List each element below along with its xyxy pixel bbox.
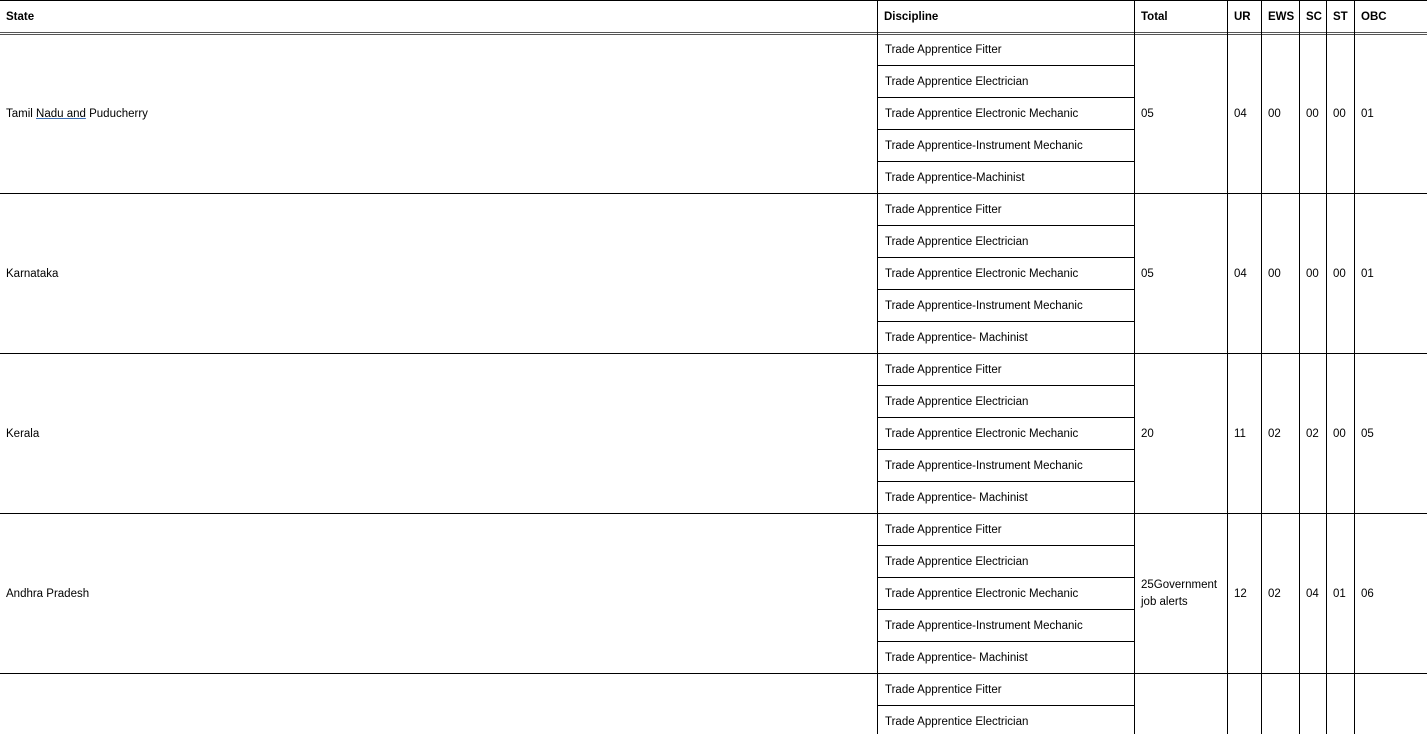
discipline-item: Trade Apprentice Electrician bbox=[885, 716, 1029, 728]
total-cell: 20 bbox=[1141, 428, 1154, 440]
ur-cell: 12 bbox=[1234, 588, 1247, 600]
header-state: State bbox=[6, 11, 35, 23]
grid-line bbox=[0, 193, 1427, 194]
sc-cell: 00 bbox=[1306, 108, 1319, 120]
discipline-item: Trade Apprentice Fitter bbox=[878, 674, 1134, 706]
grid-line bbox=[1299, 0, 1300, 734]
discipline-item: Trade Apprentice-Instrument Mechanic bbox=[878, 610, 1134, 642]
grid-line bbox=[1227, 0, 1228, 734]
discipline-item: Trade Apprentice- Machinist bbox=[885, 652, 1028, 664]
discipline-item: Trade Apprentice Electronic Mechanic bbox=[878, 258, 1134, 290]
discipline-item: Trade Apprentice Fitter bbox=[878, 514, 1134, 546]
state-cell: Karnataka bbox=[6, 268, 59, 280]
header-ews: EWS bbox=[1268, 11, 1295, 23]
grid-line bbox=[0, 353, 1427, 354]
st-cell: 00 bbox=[1333, 268, 1346, 280]
discipline-item: Trade Apprentice Fitter bbox=[878, 354, 1134, 386]
ews-cell: 00 bbox=[1268, 268, 1281, 280]
header-discipline: Discipline bbox=[884, 11, 939, 23]
discipline-item: Trade Apprentice Electronic Mechanic bbox=[878, 98, 1134, 130]
sc-cell: 02 bbox=[1306, 428, 1319, 440]
grid-line bbox=[0, 32, 1427, 33]
table-header-row bbox=[0, 0, 1427, 34]
discipline-item: Trade Apprentice-Machinist bbox=[885, 172, 1025, 184]
state-cell: Kerala bbox=[6, 428, 40, 440]
discipline-item: Trade Apprentice Electrician bbox=[878, 546, 1134, 578]
ews-cell: 02 bbox=[1268, 428, 1281, 440]
spellcheck-underlined-text: Nadu and bbox=[36, 108, 86, 120]
ur-cell: 04 bbox=[1234, 108, 1247, 120]
st-cell: 00 bbox=[1333, 108, 1346, 120]
discipline-item: Trade Apprentice Fitter bbox=[878, 194, 1134, 226]
grid-line bbox=[1354, 0, 1355, 734]
state-cell bbox=[0, 34, 878, 194]
obc-cell: 05 bbox=[1361, 428, 1374, 440]
header-ur: UR bbox=[1234, 11, 1251, 23]
total-cell: 05 bbox=[1141, 108, 1154, 120]
st-cell: 00 bbox=[1333, 428, 1346, 440]
ews-cell: 00 bbox=[1268, 108, 1281, 120]
st-cell: 01 bbox=[1333, 588, 1346, 600]
discipline-item: Trade Apprentice Electronic Mechanic bbox=[878, 578, 1134, 610]
discipline-item: Trade Apprentice-Instrument Mechanic bbox=[878, 450, 1134, 482]
obc-cell: 01 bbox=[1361, 268, 1374, 280]
ews-cell: 02 bbox=[1268, 588, 1281, 600]
discipline-item: Trade Apprentice Electrician bbox=[878, 66, 1134, 98]
discipline-item: Trade Apprentice-Instrument Mechanic bbox=[878, 130, 1134, 162]
discipline-item: Trade Apprentice Electronic Mechanic bbox=[878, 418, 1134, 450]
grid-line bbox=[0, 673, 1427, 674]
grid-line bbox=[1134, 0, 1135, 734]
grid-line bbox=[0, 34, 1427, 35]
ur-cell: 04 bbox=[1234, 268, 1247, 280]
discipline-item: Trade Apprentice Electrician bbox=[878, 226, 1134, 258]
table-row bbox=[0, 674, 1427, 734]
table-row bbox=[0, 514, 1427, 674]
sc-cell: 00 bbox=[1306, 268, 1319, 280]
header-total: Total bbox=[1141, 11, 1168, 23]
header-obc: OBC bbox=[1361, 11, 1387, 23]
grid-line bbox=[877, 0, 878, 734]
grid-line bbox=[1326, 0, 1327, 734]
table-row bbox=[0, 194, 1427, 354]
state-cell: Andhra Pradesh bbox=[6, 588, 90, 600]
ur-cell: 11 bbox=[1234, 428, 1246, 440]
grid-line bbox=[0, 0, 1427, 1]
discipline-item: Trade Apprentice Fitter bbox=[878, 34, 1134, 66]
discipline-item: Trade Apprentice Electrician bbox=[878, 386, 1134, 418]
obc-cell: 06 bbox=[1361, 588, 1374, 600]
obc-cell: 01 bbox=[1361, 108, 1374, 120]
discipline-item: Trade Apprentice- Machinist bbox=[885, 332, 1028, 344]
total-cell: 05 bbox=[1141, 268, 1154, 280]
table-row bbox=[0, 34, 1427, 194]
state-name: Tamil Nadu and Puducherry bbox=[6, 108, 148, 120]
total-value: 25Government job alerts bbox=[1141, 579, 1218, 608]
grid-line bbox=[0, 513, 1427, 514]
header-sc: SC bbox=[1306, 11, 1322, 23]
total-cell bbox=[1135, 514, 1227, 674]
header-st: ST bbox=[1333, 11, 1348, 23]
sc-cell: 04 bbox=[1306, 588, 1319, 600]
table-row bbox=[0, 354, 1427, 514]
discipline-item: Trade Apprentice-Instrument Mechanic bbox=[878, 290, 1134, 322]
grid-line bbox=[1261, 0, 1262, 734]
discipline-item: Trade Apprentice- Machinist bbox=[885, 492, 1028, 504]
